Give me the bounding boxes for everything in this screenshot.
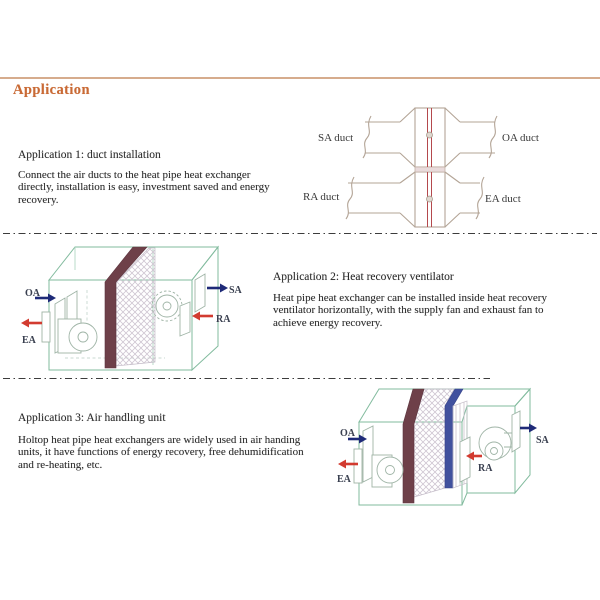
ea-arrow-icon: [21, 319, 29, 328]
oa-arrow-icon: [48, 294, 56, 303]
bottom-right-duct: [460, 183, 480, 213]
ea-port: [42, 312, 50, 342]
exchanger-junction: [415, 167, 445, 172]
ea-duct-label: EA duct: [485, 193, 521, 205]
application-3-body: Holtop heat pipe heat exchangers are widely used in air handing units, it have functions of energy recovery, free dehumidification and re-heating, etc.: [18, 434, 304, 471]
filter-panel: [363, 426, 373, 482]
supply-side-internals: [152, 274, 205, 336]
exhaust-side-internals: [363, 426, 403, 487]
ea-arrow-icon: [338, 460, 346, 469]
application-1-heading: Application 1: duct installation: [18, 149, 161, 161]
ra-port: [180, 302, 190, 336]
application-2-heading: Application 2: Heat recovery ventilator: [273, 271, 454, 283]
application-3-heading: Application 3: Air handling unit: [18, 412, 166, 424]
exhaust-side-internals: [55, 291, 97, 353]
heat-recovery-ventilator-diagram: [15, 240, 260, 380]
sa-label: SA: [536, 435, 549, 446]
fan-hub: [386, 466, 395, 475]
bottom-left-duct: [348, 183, 400, 213]
ra-duct-label: RA duct: [303, 191, 340, 203]
ea-port: [354, 449, 362, 483]
ra-port: [460, 437, 470, 482]
top-right-duct: [460, 122, 495, 153]
sa-label: SA: [229, 285, 242, 296]
application-1-body: Connect the air ducts to the heat pipe heat exchanger directly, installation is easy, investment saved and energy recovery.: [18, 169, 270, 206]
air-handling-unit-diagram: [330, 385, 595, 527]
oa-label: OA: [25, 288, 40, 299]
application-2-body: Heat pipe heat exchanger can be installed inside heat recovery ventilator horizontally, with the supply fan and exhaust fan to achieve energy recovery.: [273, 292, 547, 329]
page-title: Application: [13, 82, 90, 98]
sa-duct-label: SA duct: [318, 132, 354, 144]
oa-duct-label: OA duct: [502, 132, 539, 144]
fan-hub: [491, 448, 498, 455]
sa-arrow-icon: [220, 284, 228, 293]
sa-port: [512, 411, 520, 452]
sa-port: [195, 274, 205, 312]
duct-installation-diagram: [295, 100, 600, 235]
fan-hub: [78, 332, 88, 342]
ra-label: RA: [478, 463, 493, 474]
ea-label: EA: [337, 474, 351, 485]
fan-hub: [163, 302, 171, 310]
header-rule: [0, 77, 600, 79]
sa-arrow-icon: [529, 424, 537, 433]
ra-label: RA: [216, 314, 231, 325]
bottom-left-funnel: [400, 172, 415, 227]
top-right-funnel: [445, 108, 460, 167]
ra-arrow-icon: [192, 312, 200, 321]
bottom-right-funnel: [445, 172, 460, 227]
top-left-duct: [365, 122, 400, 153]
oa-label: OA: [340, 428, 355, 439]
ea-label: EA: [22, 335, 36, 346]
top-left-funnel: [400, 108, 415, 167]
